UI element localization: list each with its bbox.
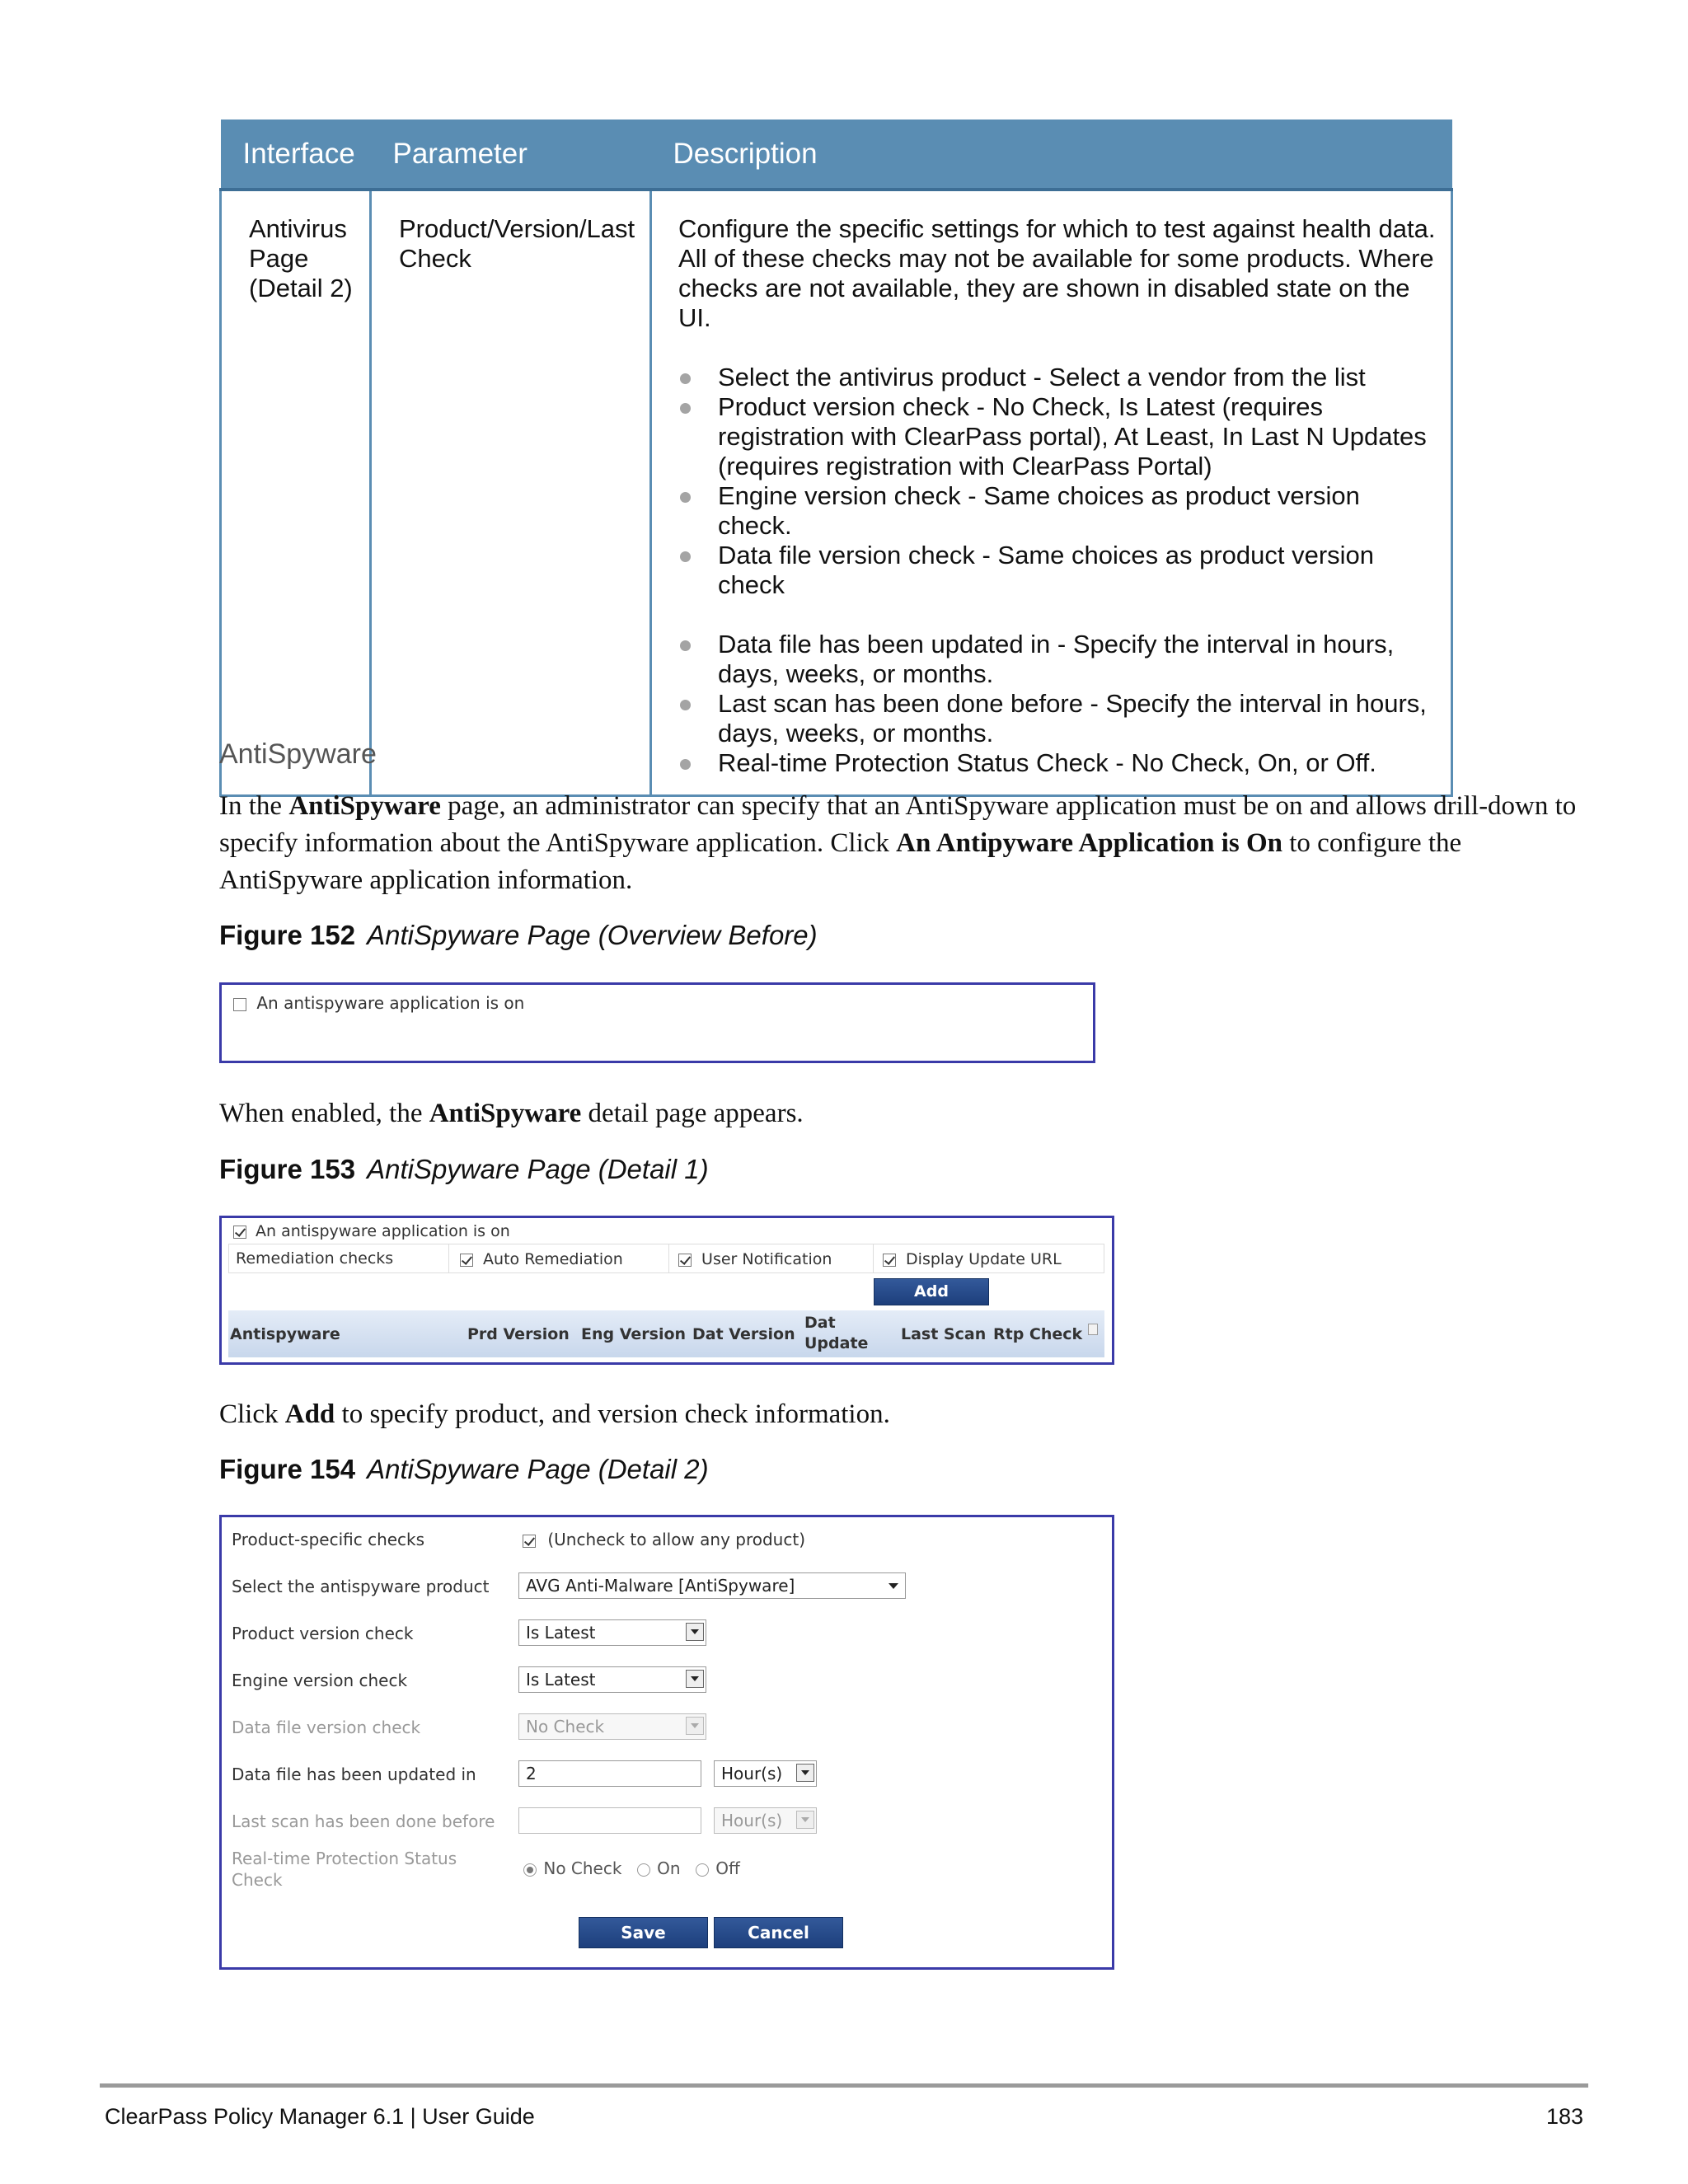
figure-caption-153	[219, 1154, 709, 1185]
bold-span: AntiSpyware	[429, 1099, 582, 1128]
antispyware-table-header	[228, 1310, 1104, 1357]
select-value: No Check	[526, 1717, 605, 1736]
text-span: When enabled, the	[219, 1099, 429, 1128]
cancel-button[interactable]: Cancel	[714, 1917, 843, 1948]
list-item	[678, 748, 1439, 778]
rtp-on-label: On	[657, 1858, 681, 1878]
list-item	[678, 481, 1439, 541]
bullet-icon	[680, 700, 691, 710]
figure-number: Figure 154	[219, 1454, 356, 1484]
parameter-cell	[371, 190, 651, 796]
bold-span: AntiSpyware	[288, 791, 441, 821]
rtp-off-label: Off	[715, 1858, 740, 1878]
chevron-down-icon	[686, 1623, 704, 1641]
intro-paragraph	[219, 788, 1596, 899]
bullet-list-2	[678, 630, 1439, 778]
list-item	[678, 363, 1439, 392]
remediation-label: Remediation checks	[236, 1249, 394, 1268]
footer-title: ClearPass Policy Manager 6.1 | User Guide	[105, 2104, 535, 2129]
figure-title: AntiSpyware Page (Detail 1)	[367, 1154, 709, 1184]
product-specific-hint: (Uncheck to allow any product)	[547, 1530, 805, 1549]
last-scan-label: Last scan has been done before	[232, 1811, 495, 1831]
interface-text: Antivirus Page (Detail 2)	[249, 214, 353, 302]
bullet-icon	[680, 640, 691, 651]
rtp-label-line2: Check	[232, 1870, 283, 1890]
product-specific-label: Product-specific checks	[232, 1530, 425, 1549]
text-span: Click	[219, 1399, 285, 1429]
list-item	[678, 630, 1439, 689]
rtp-label-line1: Real-time Protection Status	[232, 1849, 457, 1868]
text-span: page, an administrator can specify that an AntiSpyware application must be on and allows drill-down to specify information about the AntiSpyware application. Click	[219, 791, 1577, 858]
column-header-antispyware[interactable]: Antispyware	[230, 1325, 340, 1343]
header-parameter: Parameter	[371, 120, 651, 190]
bullet-text: Product version check - No Check, Is Latest (requires registration with ClearPass portal), At Least, In Last N Updates (requires registration with ClearPass Portal)	[718, 392, 1427, 480]
checkbox-label: An antispyware application is on	[256, 1222, 510, 1240]
chevron-down-icon	[796, 1811, 814, 1829]
column-header-dat-update-line2[interactable]: Update	[804, 1334, 869, 1352]
rtp-no-check-label: No Check	[543, 1858, 622, 1878]
bold-span: Add	[284, 1399, 335, 1429]
footer-divider	[100, 2083, 1588, 2088]
figure-title: AntiSpyware Page (Detail 2)	[367, 1454, 709, 1484]
select-value: Is Latest	[526, 1670, 596, 1690]
data-file-version-label: Data file version check	[232, 1718, 421, 1737]
add-button[interactable]: Add	[874, 1278, 989, 1305]
bullet-list-1	[678, 363, 1439, 600]
column-header-dat-update-line1[interactable]: Dat	[804, 1314, 836, 1332]
display-update-url-option[interactable]	[883, 1250, 1062, 1268]
trash-icon[interactable]	[1088, 1324, 1098, 1335]
figure-154-screenshot	[219, 1515, 1114, 1970]
product-specific-option[interactable]	[523, 1530, 805, 1549]
auto-remediation-checkbox[interactable]	[460, 1254, 473, 1267]
select-value: Hour(s)	[721, 1764, 783, 1783]
bullet-icon	[680, 373, 691, 384]
select-value: Hour(s)	[721, 1811, 783, 1830]
data-updated-label: Data file has been updated in	[232, 1765, 476, 1784]
header-interface: Interface	[221, 120, 371, 190]
parameter-table	[219, 120, 1453, 797]
table-row	[221, 190, 1452, 796]
text-span: In the	[219, 791, 289, 821]
select-value: Is Latest	[526, 1623, 596, 1643]
remediation-row	[228, 1244, 1104, 1273]
bullet-text: Real-time Protection Status Check - No Check, On, or Off.	[718, 748, 1376, 777]
product-version-label: Product version check	[232, 1624, 414, 1643]
figure-number: Figure 153	[219, 1154, 356, 1184]
list-item	[678, 689, 1439, 748]
bullet-text: Engine version check - Same choices as product version check.	[718, 481, 1360, 540]
list-item	[678, 541, 1439, 600]
bold-span: An Antipyware Application is On	[896, 828, 1282, 858]
rtp-off-radio[interactable]	[696, 1863, 709, 1877]
data-updated-unit-select[interactable]	[714, 1760, 817, 1787]
antispyware-on-row	[233, 1222, 510, 1240]
rtp-on-radio[interactable]	[637, 1863, 650, 1877]
figure-caption-154	[219, 1454, 709, 1485]
description-cell	[651, 190, 1452, 796]
chevron-down-icon	[686, 1717, 704, 1735]
bullet-icon	[680, 759, 691, 770]
figure-number: Figure 152	[219, 920, 356, 950]
display-update-url-checkbox[interactable]	[883, 1254, 896, 1267]
chevron-down-icon	[889, 1583, 898, 1589]
engine-version-label: Engine version check	[232, 1671, 408, 1690]
rtp-radio-group	[523, 1858, 740, 1878]
column-header-last-scan[interactable]: Last Scan	[901, 1325, 987, 1343]
description-intro: Configure the specific settings for which to test against health data. All of these checks may not be available for some products. Where checks are not available, they are shown in disabled state on the UI.	[678, 214, 1436, 332]
auto-remediation-label: Auto Remediation	[483, 1250, 623, 1268]
bullet-text: Data file has been updated in - Specify the interval in hours, days, weeks, or months.	[718, 630, 1395, 688]
save-button[interactable]: Save	[579, 1917, 708, 1948]
select-value: AVG Anti-Malware [AntiSpyware]	[526, 1576, 795, 1596]
antispyware-on-row	[233, 993, 524, 1013]
text-span: to specify product, and version check information.	[335, 1399, 890, 1429]
interface-cell	[221, 190, 371, 796]
column-header-prd-version[interactable]: Prd Version	[467, 1325, 570, 1343]
bullet-text: Last scan has been done before - Specify the interval in hours, days, weeks, or months.	[718, 689, 1427, 748]
bullet-icon	[680, 551, 691, 562]
user-notification-label: User Notification	[701, 1250, 832, 1268]
add-paragraph	[219, 1396, 890, 1433]
figure-title: AntiSpyware Page (Overview Before)	[367, 920, 818, 950]
parameter-text: Product/Version/Last Check	[399, 214, 635, 273]
bullet-icon	[680, 492, 691, 503]
text-span: to configure the AntiSpyware application information.	[219, 828, 1462, 895]
figure-caption-152	[219, 920, 818, 951]
text-span: detail page appears.	[581, 1099, 804, 1128]
antispyware-on-checkbox[interactable]	[233, 998, 246, 1011]
header-description: Description	[651, 120, 1452, 190]
data-updated-input[interactable]: 2	[518, 1760, 701, 1787]
bullet-text: Select the antivirus product - Select a vendor from the list	[718, 363, 1366, 391]
product-version-select[interactable]	[518, 1619, 706, 1646]
enabled-paragraph	[219, 1095, 804, 1132]
last-scan-unit-select	[714, 1807, 817, 1834]
figure-152-screenshot	[219, 982, 1095, 1063]
display-update-url-label: Display Update URL	[906, 1250, 1062, 1268]
column-header-dat-version[interactable]: Dat Version	[692, 1325, 795, 1343]
figure-153-screenshot	[219, 1216, 1114, 1365]
auto-remediation-option[interactable]	[460, 1250, 623, 1268]
chevron-down-icon	[686, 1670, 704, 1688]
column-header-rtp-check[interactable]: Rtp Check	[993, 1325, 1083, 1343]
checkbox-label: An antispyware application is on	[256, 993, 525, 1013]
antispyware-on-checkbox[interactable]	[233, 1226, 246, 1239]
user-notification-checkbox[interactable]	[678, 1254, 692, 1267]
product-specific-checkbox[interactable]	[523, 1535, 536, 1548]
data-file-version-select	[518, 1713, 706, 1740]
page-number: 183	[1546, 2104, 1584, 2129]
bullet-icon	[680, 403, 691, 414]
column-header-eng-version[interactable]: Eng Version	[581, 1325, 687, 1343]
bullet-text: Data file version check - Same choices as product version check	[718, 541, 1375, 599]
engine-version-select[interactable]	[518, 1666, 706, 1693]
chevron-down-icon	[796, 1764, 814, 1782]
rtp-no-check-radio[interactable]	[523, 1863, 537, 1877]
last-scan-input	[518, 1807, 701, 1834]
select-product-label: Select the antispyware product	[232, 1577, 490, 1596]
user-notification-option[interactable]	[678, 1250, 832, 1268]
section-heading: AntiSpyware	[219, 738, 377, 770]
antispyware-product-select[interactable]	[518, 1572, 906, 1599]
list-item	[678, 392, 1439, 481]
